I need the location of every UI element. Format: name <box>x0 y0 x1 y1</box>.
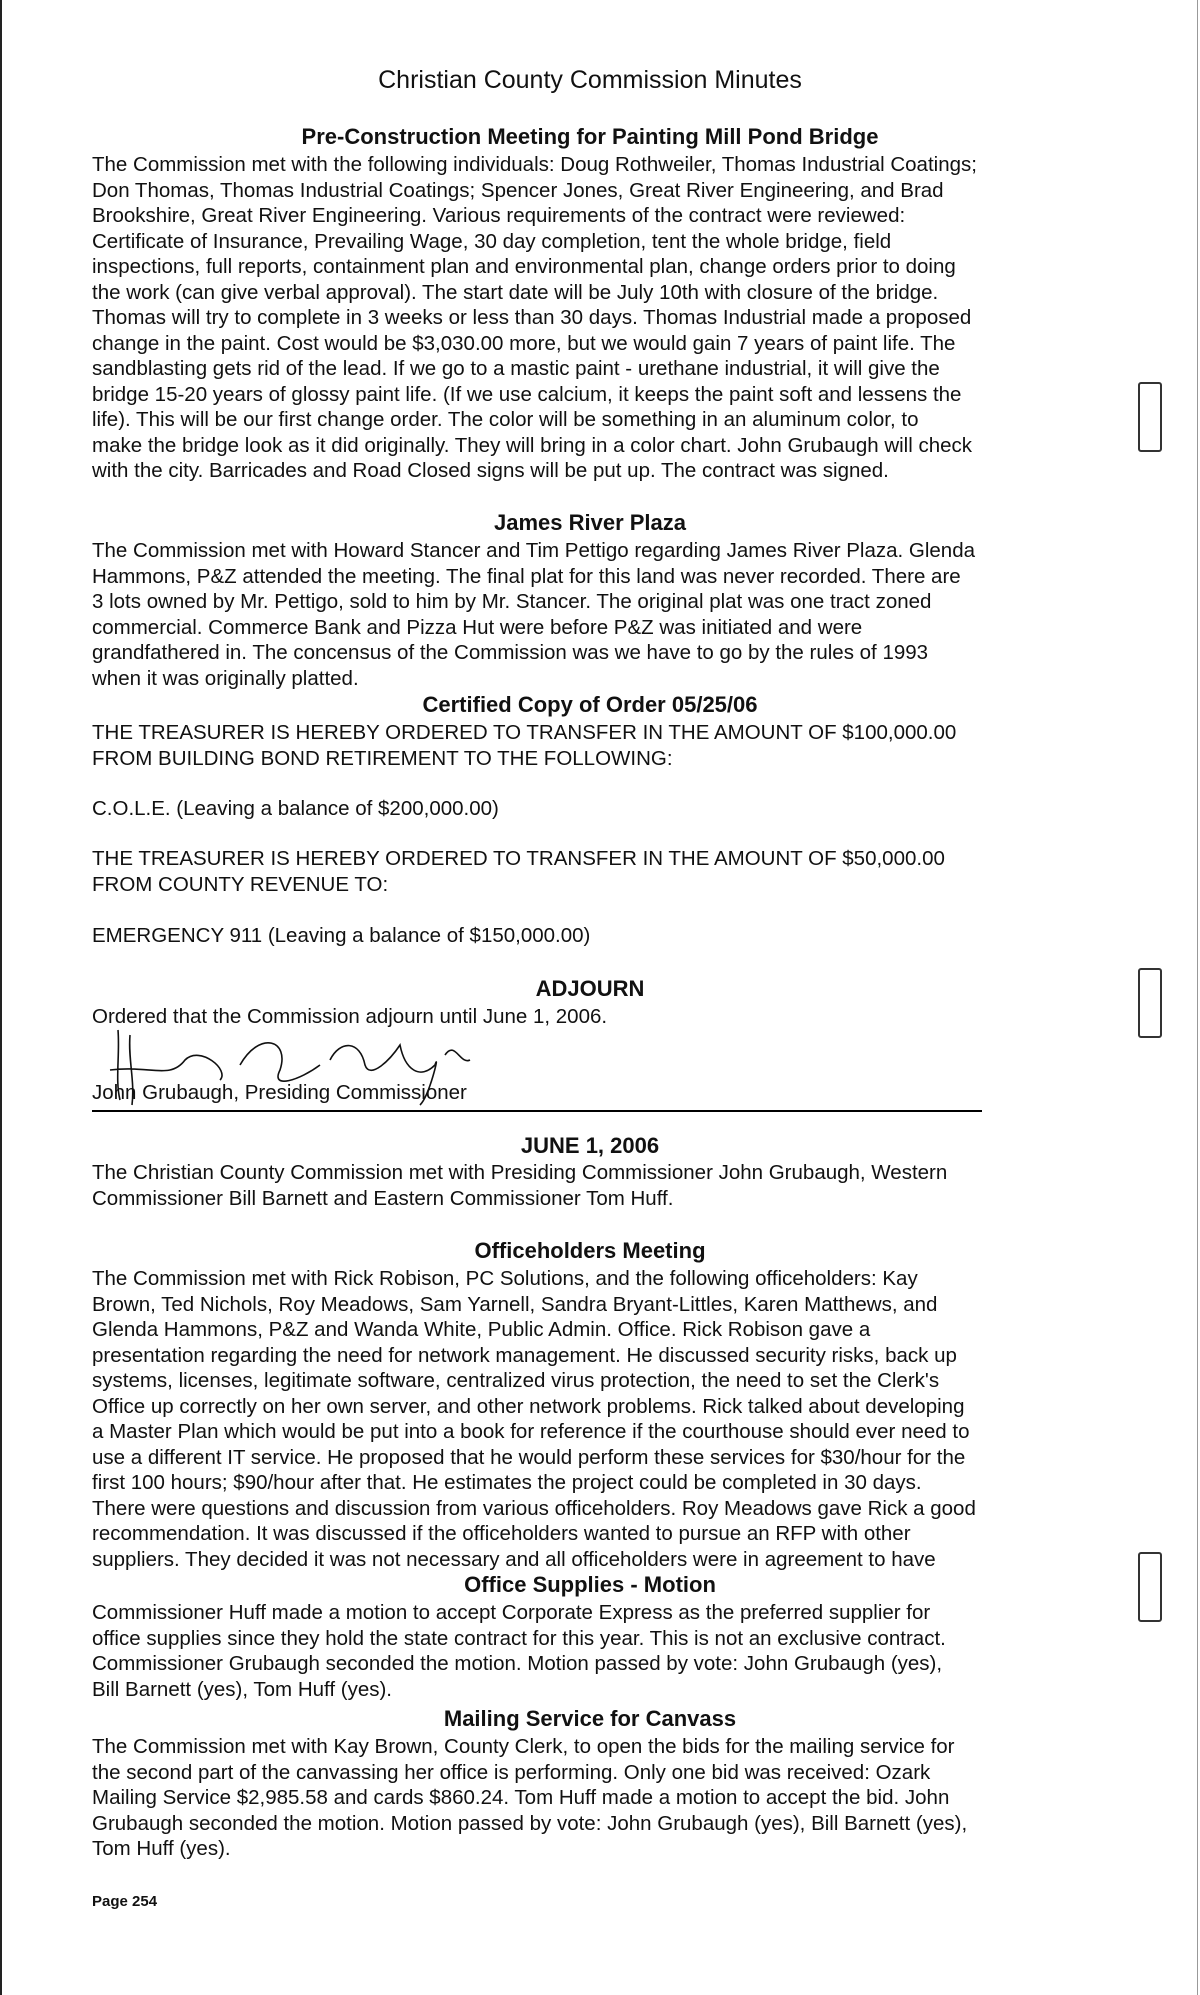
text-line: FROM BUILDING BOND RETIREMENT TO THE FOLLOWING: <box>92 746 673 770</box>
text-line: life). This will be our first change order. The color will be something in an aluminum color, to <box>92 408 919 431</box>
text-line: a Master Plan which would be put into a book for reference if the courthouse should ever need to <box>92 1420 970 1443</box>
text-line: THE TREASURER IS HEREBY ORDERED TO TRANSFER IN THE AMOUNT OF $50,000.00 <box>92 847 945 870</box>
text-line: Don Thomas, Thomas Industrial Coatings; Spencer Jones, Great River Engineering, and Brad <box>92 178 944 202</box>
paragraph-plaza <box>92 538 1092 691</box>
text-line: Certificate of Insurance, Prevailing Wage, 30 day completion, tent the whole bridge, field <box>92 229 892 253</box>
text-line: Glenda Hammons, P&Z and Wanda White, Public Admin. Office. Rick Robison gave a <box>92 1318 871 1341</box>
text-line: Grubaugh seconded the motion. Motion passed by vote: John Grubaugh (yes), Bill Barnett (yes), <box>92 1811 968 1835</box>
margin-bracket <box>1138 968 1162 1038</box>
text-line: Brown, Ted Nichols, Roy Meadows, Sam Yarnell, Sandra Bryant-Littles, Karen Matthews, and <box>92 1292 938 1316</box>
heading-june: JUNE 1, 2006 <box>520 1133 660 1158</box>
text-line: Commissioner Huff made a motion to accept Corporate Express as the preferred supplier for <box>92 1601 931 1624</box>
text-line: Bill Barnett (yes), Tom Huff (yes). <box>92 1677 392 1701</box>
text-line: first 100 hours; $90/hour after that. He estimates the project could be completed in 30 days. <box>92 1471 922 1494</box>
text-line: the work (can give verbal approval). The start date will be July 10th with closure of the bridge. <box>92 280 939 304</box>
text-line: commercial. Commerce Bank and Pizza Hut were before P&Z was initiated and were <box>92 615 863 639</box>
heading-supplies: Office Supplies - Motion <box>464 1572 716 1597</box>
text-line: The Commission met with Howard Stancer and Tim Pettigo regarding James River Plaza. Glenda <box>92 539 976 562</box>
paragraph-bridge <box>92 152 1092 484</box>
margin-bracket <box>1138 382 1162 452</box>
section-divider <box>92 1110 982 1112</box>
text-line: 3 lots owned by Mr. Pettigo, sold to him by Mr. Stancer. The original plat was one tract zoned <box>92 590 932 613</box>
text-line: change in the paint. Cost would be $3,030.00 more, but we would gain 7 years of paint life. The <box>92 331 956 355</box>
text-line: Commissioner Bill Barnett and Eastern Commissioner Tom Huff. <box>92 1186 674 1210</box>
text-line: Brookshire, Great River Engineering. Various requirements of the contract were reviewed: <box>92 204 906 227</box>
text-line: suppliers. They decided it was not necessary and all officeholders were in agreement to have <box>92 1547 936 1571</box>
document-title: Christian County Commission Minutes <box>378 66 802 94</box>
text-line: systems, licenses, legitimate software, centralized virus protection, the need to set the Clerk's <box>92 1369 940 1392</box>
heading-order: Certified Copy of Order 05/25/06 <box>422 692 758 717</box>
text-line: Tom Huff (yes). <box>92 1837 231 1860</box>
text-line: The Christian County Commission met with Presiding Commissioner John Grubaugh, Western <box>92 1161 948 1184</box>
heading-plaza: James River Plaza <box>493 510 687 535</box>
text-line: There were questions and discussion from various officeholders. Roy Meadows gave Rick a good <box>92 1496 976 1520</box>
heading-bridge: Pre-Construction Meeting for Painting Mill Pond Bridge <box>301 124 879 149</box>
text-line: The Commission met with Rick Robison, PC Solutions, and the following officeholders: Kay <box>92 1267 918 1290</box>
text-line: Hammons, P&Z attended the meeting. The final plat for this land was never recorded. There are <box>92 564 961 588</box>
text-line: The Commission met with Kay Brown, County Clerk, to open the bids for the mailing service for <box>92 1735 955 1758</box>
heading-mailing: Mailing Service for Canvass <box>443 1706 737 1731</box>
paragraph-officeholders <box>92 1266 1092 1572</box>
text-line: FROM COUNTY REVENUE TO: <box>92 872 389 896</box>
text-line: office supplies since they hold the state contract for this year. This is not an exclusive contract. <box>92 1626 946 1650</box>
text-line: use a different IT service. He proposed that he would perform these services for $30/hour for the <box>92 1445 966 1469</box>
page-edge-right <box>1197 0 1198 1995</box>
paragraph-june <box>92 1160 1092 1211</box>
page-number: Page 254 <box>92 1893 158 1910</box>
text-line: Office up correctly on her own server, and other network problems. Rick talked about developing <box>92 1394 965 1418</box>
text-line: when it was originally platted. <box>92 666 359 690</box>
text-line: with the city. Barricades and Road Closed signs will be put up. The contract was signed. <box>92 459 889 482</box>
text-line: the second part of the canvassing her office is performing. Only one bid was received: Ozark <box>92 1760 931 1784</box>
margin-bracket <box>1138 1552 1162 1622</box>
order-para-1 <box>92 720 1092 771</box>
text-line: recommendation. It was discussed if the officeholders wanted to pursue an RFP with other <box>92 1522 911 1545</box>
text-line: Commissioner Grubaugh seconded the motion. Motion passed by vote: John Grubaugh (yes), <box>92 1652 943 1675</box>
text-line: THE TREASURER IS HEREBY ORDERED TO TRANSFER IN THE AMOUNT OF $100,000.00 <box>92 721 957 744</box>
signer-name: John Grubaugh, Presiding Commissioner <box>92 1081 467 1104</box>
adjourn-text: Ordered that the Commission adjourn until June 1, 2006. <box>92 1005 608 1028</box>
text-line: sandblasting gets rid of the lead. If we go to a mastic paint - urethane industrial, it will give the <box>92 357 940 380</box>
text-line: make the bridge look as it did originally. They will bring in a color chart. John Grubaugh will check <box>92 433 973 457</box>
text-line: Thomas will try to complete in 3 weeks or less than 30 days. Thomas Industrial made a proposed <box>92 306 972 329</box>
text-line: grandfathered in. The concensus of the Commission was we have to go by the rules of 1993 <box>92 641 929 664</box>
paragraph-supplies <box>92 1600 1092 1702</box>
paragraph-mailing <box>92 1734 1092 1862</box>
text-line: presentation regarding the need for network management. He discussed security risks, back up <box>92 1343 957 1367</box>
heading-officeholders: Officeholders Meeting <box>474 1238 706 1263</box>
order-para-2 <box>92 846 1092 897</box>
text-line: bridge 15-20 years of glossy paint life. (If we use calcium, it keeps the paint soft and lessens the <box>92 382 962 406</box>
text-line: Mailing Service $2,985.58 and cards $860.24. Tom Huff made a motion to accept the bid. John <box>92 1786 950 1809</box>
text-line: The Commission met with the following individuals: Doug Rothweiler, Thomas Industrial Coatings; <box>92 153 977 176</box>
text-line: inspections, full reports, containment plan and environmental plan, change orders prior to doing <box>92 255 956 278</box>
heading-adjourn: ADJOURN <box>535 976 645 1001</box>
order-emergency: EMERGENCY 911 (Leaving a balance of $150,000.00) <box>92 924 591 947</box>
order-cole: C.O.L.E. (Leaving a balance of $200,000.00) <box>92 797 499 820</box>
